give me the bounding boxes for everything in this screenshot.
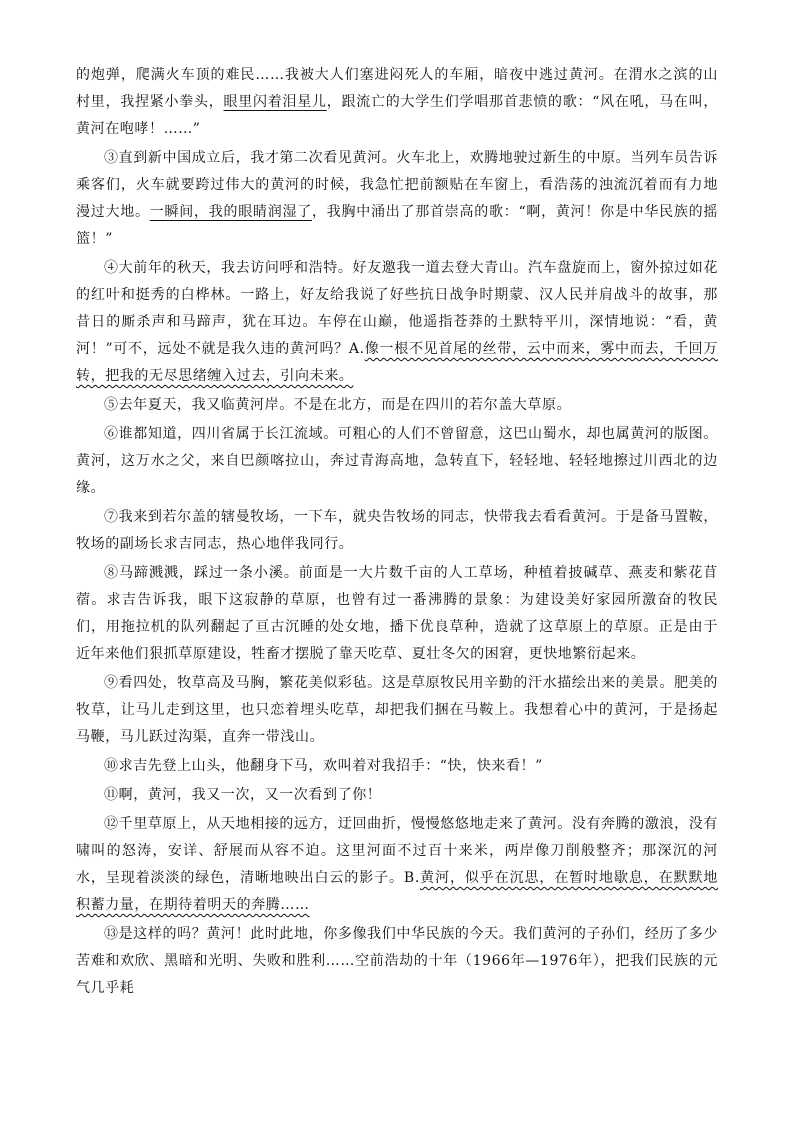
text-run: ⑥谁都知道，四川省属于长江流域。可粗心的人们不曾留意，这巴山蜀水，却也属黄河的版图。黄河，这万水之父，来自巴颜喀拉山，奔过青海高地，急转直下，轻轻地、轻轻地擦过川西北的边缘。 [76,426,718,496]
paragraph [76,753,718,780]
text-run: ④大前年的秋天，我去访问呼和浩特。好友邀我一道去登大青山。汽车盘旋而上，窗外掠过如花的红叶和挺秀的白桦林。一路上，好友给我说了好些抗日战争时期蒙、汉人民并肩战斗的故事，那昔日的厮杀声和马蹄声，犹在耳边。车停在山巅，他遥指苍莽的土默特平川，深情地说：“看，黄河！”可不，远处不就是我久违的黄河吗？A. [76,260,718,357]
text-run: ⑫千里草原上，从天地相接的远方，迂回曲折，慢慢悠悠地走来了黄河。没有奔腾的激浪，没有啸叫的怒涛，安详、舒展而从容不迫。这里河面不过百十来米，两岸像刀削般整齐；那深沉的河水，呈现着淡淡的绿色，清晰地映出白云的影子。B. [76,816,718,886]
paragraph [76,782,718,809]
wavy-underlined-sentence: 像一根不见首尾的丝带，云中而来，雾中而去，千回万转，把我的无尽思绪缠入过去，引向未来。 [76,341,718,384]
wavy-underlined-sentence: 黄河，似乎在沉思，在暂时地歇息，在默默地积蓄力量，在期待着明天的奔腾…… [76,870,718,913]
paragraph [76,145,718,253]
text-run: 的炮弹，爬满火车顶的难民……我被大人们塞进闷死人的车厢，暗夜中逃过黄河。在渭水之滨的山村里，我捏紧小拳头， [76,67,718,110]
paragraph [76,504,718,558]
paragraph [76,255,718,390]
underlined-phrase: 一瞬间，我的眼睛润湿了 [149,204,312,220]
text-run: ，跟流亡的大学生们学唱那首悲愤的歌：“风在吼，马在叫，黄河在咆哮！……” [76,94,718,137]
text-run: ③直到新中国成立后，我才第二次看见黄河。火车北上，欢腾地驶过新生的中原。当列车员告诉乘客们，火车就要跨过伟大的黄河的时候，我急忙把前额贴在车窗上，看浩荡的浊流沉着而有力地漫过大地。 [76,150,718,220]
paragraph [76,392,718,419]
text-run: ⑩求吉先登上山头，他翻身下马，欢叫着对我招手：“快，快来看！” [104,758,543,774]
text-run: ⑤去年夏天，我又临黄河岸。不是在北方，而是在四川的若尔盖大草原。 [104,397,572,413]
paragraph [76,62,718,143]
text-run: ⑪啊，黄河，我又一次，又一次看到了你！ [104,787,382,803]
text-run: ⑦我来到若尔盖的辖曼牧场，一下车，就央告牧场的同志，快带我去看看黄河。于是备马置鞍，牧场的副场长求吉同志，热心地伴我同行。 [76,509,718,552]
paragraph [76,421,718,502]
text-run: ⑧马蹄溅溅，踩过一条小溪。前面是一大片数千亩的人工草场，种植着披碱草、燕麦和紫花苜蓿。求吉告诉我，眼下这寂静的草原，也曾有过一番沸腾的景象：为建设美好家园所激奋的牧民们，用拖拉机的队列翻起了亘古沉睡的处女地，播下优良草种，造就了这草原上的草原。正是由于近年来他们狠抓草原建设，牲畜才摆脱了靠天吃草、夏壮冬欠的困窘，更快地繁衍起来。 [76,565,718,662]
paragraph [76,670,718,751]
text-run: ，我胸中涌出了那首崇高的歌：“啊，黄河！你是中华民族的摇篮！” [76,204,718,247]
text-run: ⑬是这样的吗？黄河！此时此地，你多像我们中华民族的今天。我们黄河的子孙们，经历了多少苦难和欢欣、黑暗和光明、失败和胜利……空前浩劫的十年（1966年—1976年），把我们民族的元气几乎耗 [76,926,718,996]
paragraph [76,560,718,668]
text-run: ⑨看四处，牧草高及马胸，繁花美似彩毡。这是草原牧民用辛勤的汗水描绘出来的美景。肥美的牧草，让马儿走到这里，也只恋着埋头吃草，却把我们捆在马鞍上。我想着心中的黄河，于是扬起马鞭，马儿跃过沟渠，直奔一带浅山。 [76,675,718,745]
paragraph [76,811,718,919]
paragraph [76,921,718,1002]
underlined-phrase: 眼里闪着泪星儿 [223,94,327,110]
